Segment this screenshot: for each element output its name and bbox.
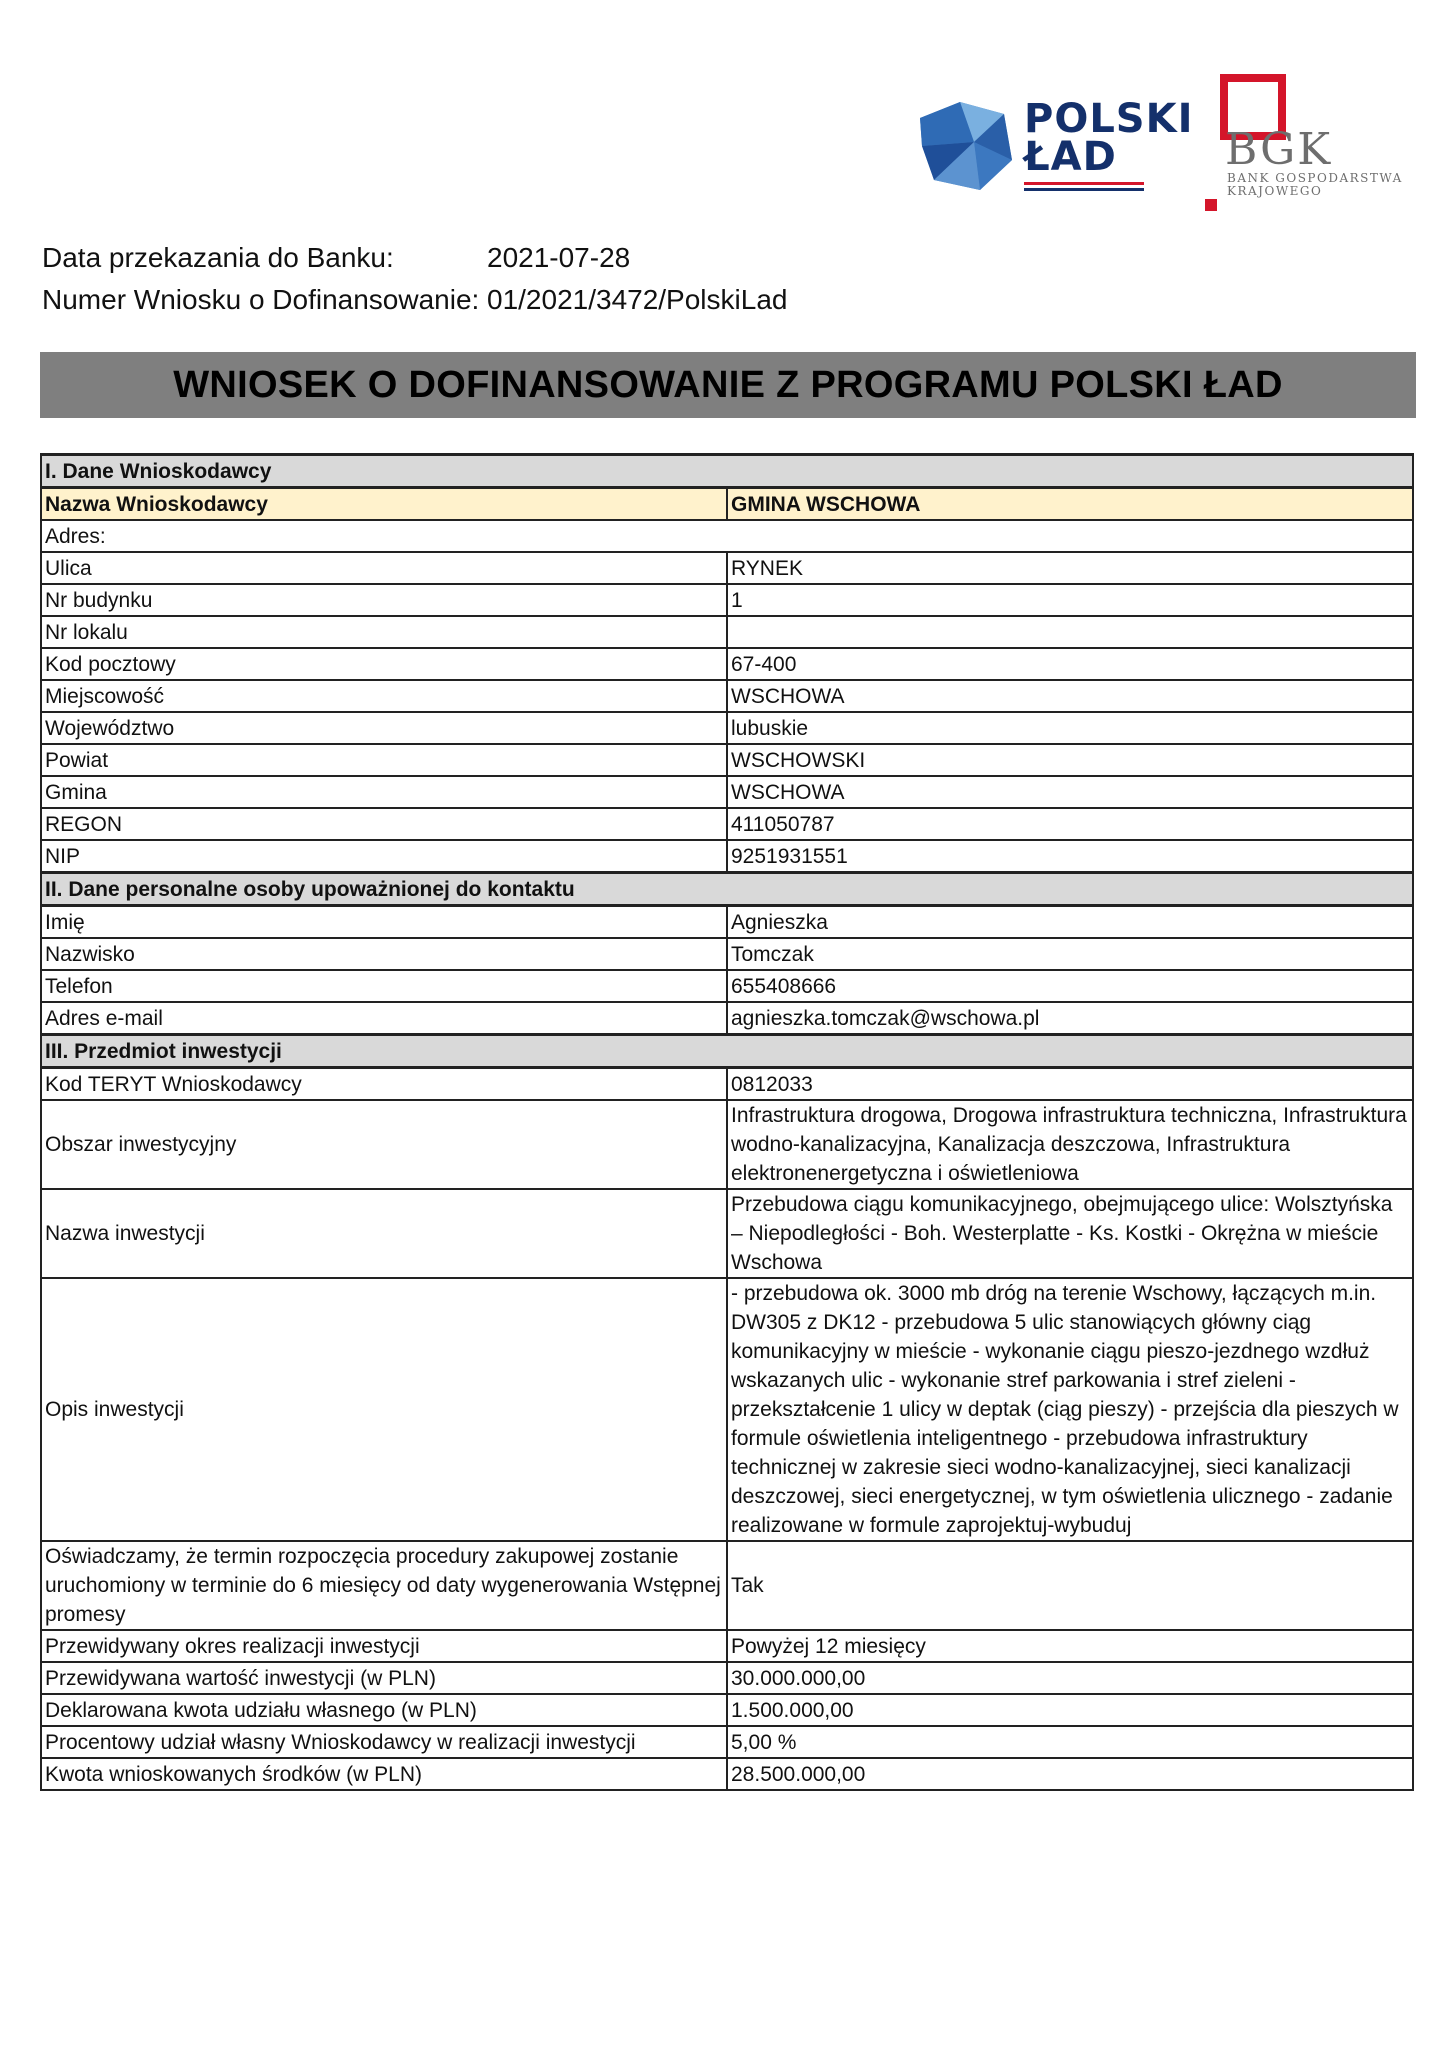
- section-title: II. Dane personalne osoby upoważnionej do kontaktu: [41, 873, 1413, 906]
- field-label: Adres e-mail: [41, 1002, 727, 1035]
- field-label: REGON: [41, 808, 727, 840]
- polski-lad-line1: POLSKI: [1024, 96, 1194, 142]
- field-label: Adres:: [41, 520, 1413, 552]
- field-value: Przebudowa ciągu komunikacyjnego, obejmującego ulice: Wolsztyńska – Niepodległości - Boh. Westerplatte - Ks. Kostki - Okrężna w mieście Wschowa: [727, 1189, 1413, 1278]
- field-value: Tomczak: [727, 938, 1413, 970]
- form-body: [41, 455, 1413, 1791]
- field-value: 28.500.000,00: [727, 1758, 1413, 1790]
- polski-lad-emblem-icon: [920, 102, 1012, 192]
- meta-number-row: [42, 279, 787, 321]
- application-form-table: [40, 453, 1414, 1791]
- form-row: [41, 840, 1413, 873]
- meta-number-value: 01/2021/3472/PolskiLad: [487, 284, 788, 315]
- field-value: Tak: [727, 1541, 1413, 1630]
- field-label: Imię: [41, 906, 727, 939]
- section-title: III. Przedmiot inwestycji: [41, 1035, 1413, 1068]
- field-value: Agnieszka: [727, 906, 1413, 939]
- bgk-sub-line2: KRAJOWEGO: [1227, 184, 1323, 198]
- field-value: 1: [727, 584, 1413, 616]
- bgk-logo-letters: BGK: [1225, 124, 1333, 175]
- field-value: 411050787: [727, 808, 1413, 840]
- field-value: 67-400: [727, 648, 1413, 680]
- field-value: 1.500.000,00: [727, 1694, 1413, 1726]
- field-value: 655408666: [727, 970, 1413, 1002]
- form-row: [41, 938, 1413, 970]
- form-row: [41, 1278, 1413, 1541]
- field-label: Nr budynku: [41, 584, 727, 616]
- polski-lad-line2: ŁAD: [1024, 134, 1117, 180]
- section-header: [41, 1035, 1413, 1068]
- field-value: WSCHOWA: [727, 680, 1413, 712]
- field-label: Powiat: [41, 744, 727, 776]
- field-value: GMINA WSCHOWA: [727, 488, 1413, 521]
- section-header: [41, 455, 1413, 488]
- field-label: Województwo: [41, 712, 727, 744]
- submission-meta: [42, 237, 787, 321]
- field-value: RYNEK: [727, 552, 1413, 584]
- form-row: [41, 1694, 1413, 1726]
- field-label: Gmina: [41, 776, 727, 808]
- field-value: 30.000.000,00: [727, 1662, 1413, 1694]
- field-label: Deklarowana kwota udziału własnego (w PLN): [41, 1694, 727, 1726]
- field-label: NIP: [41, 840, 727, 873]
- field-label: Kod TERYT Wnioskodawcy: [41, 1068, 727, 1101]
- stripe-red: [1024, 182, 1144, 185]
- field-label: Przewidywany okres realizacji inwestycji: [41, 1630, 727, 1662]
- form-row: [41, 744, 1413, 776]
- field-value: [727, 616, 1413, 648]
- field-label: Nr lokalu: [41, 616, 727, 648]
- field-label: Nazwa inwestycji: [41, 1189, 727, 1278]
- field-label: Obszar inwestycyjny: [41, 1100, 727, 1189]
- document-title: WNIOSEK O DOFINANSOWANIE Z PROGRAMU POLSKI ŁAD: [173, 363, 1283, 406]
- field-value: 5,00 %: [727, 1726, 1413, 1758]
- form-row: [41, 1758, 1413, 1790]
- field-label: Opis inwestycji: [41, 1278, 727, 1541]
- form-row: [41, 1100, 1413, 1189]
- stripe-blue: [1024, 188, 1144, 191]
- bgk-sub-line1: BANK GOSPODARSTWA: [1227, 171, 1403, 185]
- field-value: Infrastruktura drogowa, Drogowa infrastruktura techniczna, Infrastruktura wodno-kanalizacyjna, Kanalizacja deszczowa, Infrastruktura elektronenergetyczna i oświetleniowa: [727, 1100, 1413, 1189]
- bgk-logo-subtitle: [1227, 172, 1403, 198]
- form-row: [41, 1002, 1413, 1035]
- field-value: WSCHOWA: [727, 776, 1413, 808]
- form-row: [41, 906, 1413, 939]
- form-row: [41, 1189, 1413, 1278]
- form-row: [41, 712, 1413, 744]
- field-value: 9251931551: [727, 840, 1413, 873]
- form-row: [41, 1726, 1413, 1758]
- field-value: 0812033: [727, 1068, 1413, 1101]
- document-title-banner: [40, 352, 1416, 418]
- form-row: [41, 680, 1413, 712]
- form-row: [41, 970, 1413, 1002]
- form-row: [41, 1068, 1413, 1101]
- section-header: [41, 873, 1413, 906]
- field-value: Powyżej 12 miesięcy: [727, 1630, 1413, 1662]
- field-label: Telefon: [41, 970, 727, 1002]
- form-row: [41, 648, 1413, 680]
- form-row: [41, 488, 1413, 521]
- section-title: I. Dane Wnioskodawcy: [41, 455, 1413, 488]
- field-label: Oświadczamy, że termin rozpoczęcia procedury zakupowej zostanie uruchomiony w terminie do 6 miesięcy od daty wygenerowania Wstępnej promesy: [41, 1541, 727, 1630]
- form-row: [41, 616, 1413, 648]
- field-label: Kwota wnioskowanych środków (w PLN): [41, 1758, 727, 1790]
- form-row: [41, 552, 1413, 584]
- polski-lad-wordmark: [1024, 96, 1194, 180]
- field-label: Kod pocztowy: [41, 648, 727, 680]
- meta-date-row: [42, 237, 787, 279]
- field-value: lubuskie: [727, 712, 1413, 744]
- form-row: [41, 584, 1413, 616]
- form-row: [41, 776, 1413, 808]
- field-value: - przebudowa ok. 3000 mb dróg na terenie Wschowy, łączących m.in. DW305 z DK12 - przebudowa 5 ulic stanowiących główny ciąg komunikacyjny w mieście - wykonanie ciągu pieszo-jezdnego wzdłuż wskazanych ulic - wykonanie stref parkowania i stref zieleni - przekształcenie 1 ulicy w deptak (ciąg pieszy) - przejścia dla pieszych w formule oświetlenia inteligentnego - przebudowa infrastruktury technicznej w zakresie sieci wodno-kanalizacyjnej, sieci kanalizacji deszczowej, sieci energetycznej, w tym oświetlenia ulicznego - zadanie realizowane w formule zaprojektuj-wybuduj: [727, 1278, 1413, 1541]
- field-label: Nazwisko: [41, 938, 727, 970]
- field-label: Nazwa Wnioskodawcy: [41, 488, 727, 521]
- form-row: [41, 808, 1413, 840]
- meta-number-label: Numer Wniosku o Dofinansowanie:: [42, 284, 480, 315]
- form-row: [41, 1541, 1413, 1630]
- field-value: WSCHOWSKI: [727, 744, 1413, 776]
- form-row: [41, 1662, 1413, 1694]
- meta-date-label: Data przekazania do Banku:: [42, 242, 394, 273]
- field-label: Miejscowość: [41, 680, 727, 712]
- field-label: Przewidywana wartość inwestycji (w PLN): [41, 1662, 727, 1694]
- polski-lad-stripes: [1024, 182, 1144, 194]
- bgk-dot-icon: [1205, 199, 1217, 211]
- meta-date-value: 2021-07-28: [487, 242, 631, 273]
- form-row: [41, 520, 1413, 552]
- form-row: [41, 1630, 1413, 1662]
- field-label: Procentowy udział własny Wnioskodawcy w realizacji inwestycji: [41, 1726, 727, 1758]
- field-label: Ulica: [41, 552, 727, 584]
- field-value: agnieszka.tomczak@wschowa.pl: [727, 1002, 1413, 1035]
